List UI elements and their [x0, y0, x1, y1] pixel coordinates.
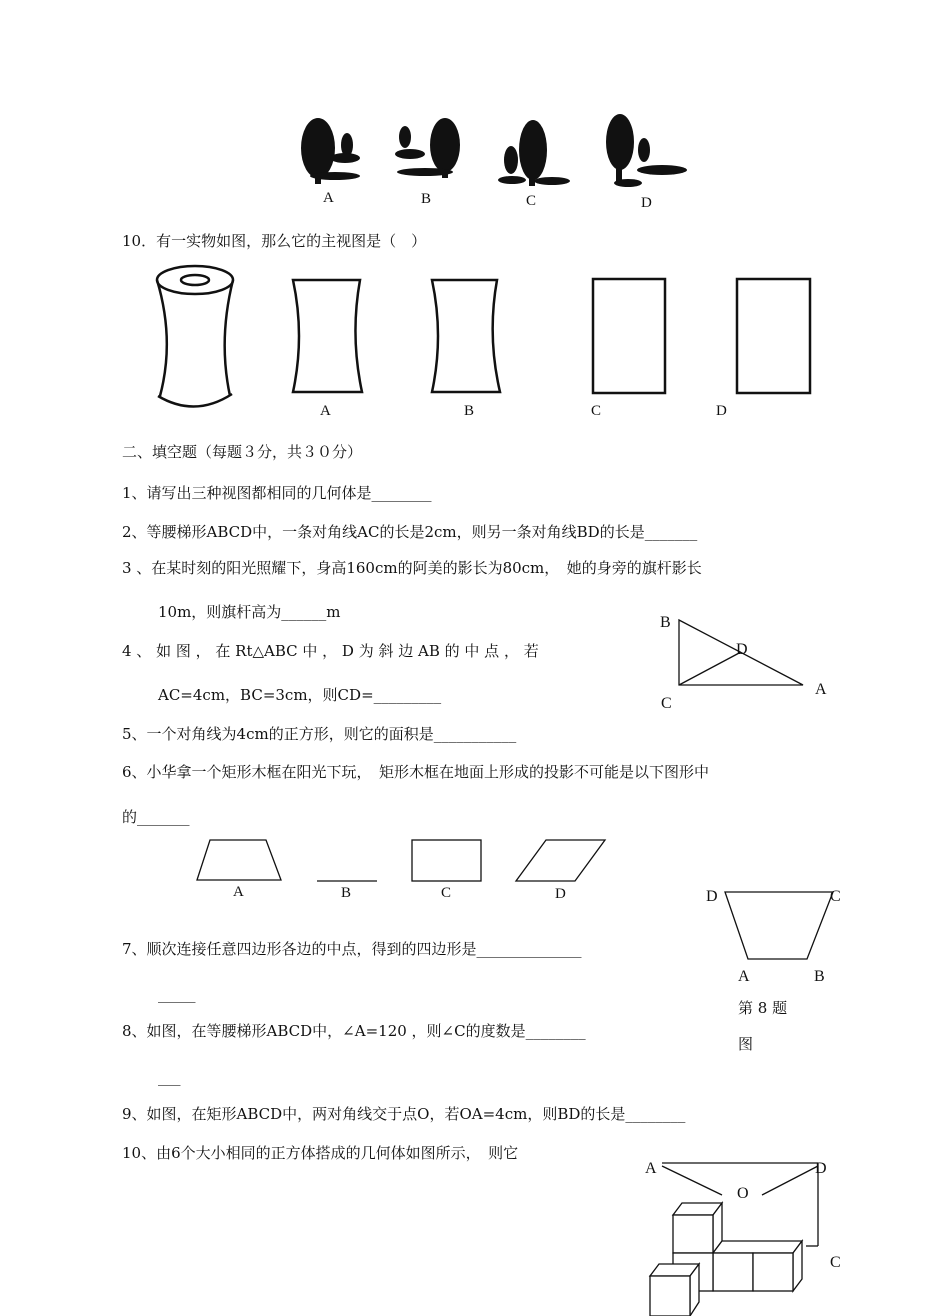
q10-option-d-label: D [716, 403, 727, 419]
question-2: 2、等腰梯形ABCD中，一条对角线AC的长是2cm，则另一条对角线BD的长是_______ [122, 523, 698, 541]
q9-label-c: C [830, 1254, 841, 1271]
q8-label-a: A [738, 968, 750, 985]
question-6-line2: 的_______ [122, 808, 190, 826]
question-8-line2: ___ [158, 1068, 181, 1086]
q10-cubes-figure [650, 1203, 802, 1316]
q6-shapes [197, 840, 605, 881]
q8-caption-line1: 第 8 题 [738, 999, 788, 1017]
question-3-line2: 10m，则旗杆高为______m [158, 603, 341, 621]
tree-option-b-label: B [421, 191, 432, 207]
q6-option-c-label: C [441, 885, 452, 901]
q6-option-a-label: A [233, 884, 244, 900]
q8-label-b: B [814, 968, 825, 985]
q6-option-d-parallelogram [516, 840, 605, 881]
q8-trapezoid-figure [725, 892, 833, 959]
q8-label-d: D [706, 888, 718, 905]
question-7-line2: _____ [158, 985, 196, 1003]
q4-label-c: C [661, 695, 672, 712]
question-6-line1: 6、小华拿一个矩形木框在阳光下玩， 矩形木框在地面上形成的投影不可能是以下图形中 [122, 763, 710, 781]
tree-option-a-label: A [323, 190, 334, 206]
q10-option-a-label: A [320, 403, 331, 419]
q4-label-b: B [660, 614, 671, 631]
q8-label-c: C [830, 888, 841, 905]
q8-caption-line2: 图 [738, 1035, 754, 1053]
section-heading: 二、填空题（每题３分，共３０分） [122, 443, 363, 461]
tree-option-d-label: D [641, 195, 652, 211]
q6-option-b-label: B [341, 885, 352, 901]
q4-label-d: D [736, 641, 748, 658]
q6-option-c-rectangle [412, 840, 481, 881]
q10-option-c-label: C [591, 403, 602, 419]
question-1: 1、请写出三种视图都相同的几何体是________ [122, 484, 432, 502]
q10-option-a-shape [293, 280, 362, 392]
question-4-line1: 4 、 如 图 ， 在 Rt△ABC 中 ， D 为 斜 边 AB 的 中 点 ， 若 [122, 642, 539, 660]
tree-option-a-image [301, 118, 360, 184]
q9-label-d: D [815, 1160, 827, 1177]
q10-option-b-shape [432, 280, 500, 392]
question-7-line1: 7、顺次连接任意四边形各边的中点，得到的四边形是______________ [122, 940, 582, 958]
q4-label-a: A [815, 681, 827, 698]
question-9: 9、如图，在矩形ABCD中，两对角线交于点O，若OA=4cm，则BD的长是________ [122, 1105, 686, 1123]
q9-label-o: O [737, 1185, 749, 1202]
question-4-line2: AC=4cm，BC=3cm，则CD=_________ [158, 686, 442, 704]
q6-option-d-label: D [555, 886, 566, 902]
question-10: 10、由6个大小相同的正方体搭成的几何体如图所示， 则它 [122, 1144, 519, 1162]
trees-figure [301, 114, 687, 187]
tree-option-c-image [498, 120, 570, 186]
q6-option-a-trapezoid [197, 840, 281, 880]
tree-option-c-label: C [526, 193, 537, 209]
question-8-line1: 8、如图，在等腰梯形ABCD中，∠A=120 ，则∠C的度数是________ [122, 1022, 586, 1040]
q10-option-c-shape [593, 279, 665, 393]
q10-choice-question: 10．有一实物如图，那么它的主视图是（ ） [122, 232, 427, 250]
q10-figures [157, 266, 810, 407]
question-5: 5、一个对角线为4cm的正方形，则它的面积是___________ [122, 725, 517, 743]
q10-option-d-shape [737, 279, 810, 393]
question-3-line1: 3 、在某时刻的阳光照耀下，身高160cm的阿美的影长为80cm， 她的身旁的旗杆影长 [122, 559, 702, 577]
q10-real-object [157, 266, 233, 407]
tree-option-b-image [395, 118, 460, 178]
tree-option-d-image [606, 114, 687, 187]
q10-option-b-label: B [464, 403, 475, 419]
q9-label-a: A [645, 1160, 657, 1177]
